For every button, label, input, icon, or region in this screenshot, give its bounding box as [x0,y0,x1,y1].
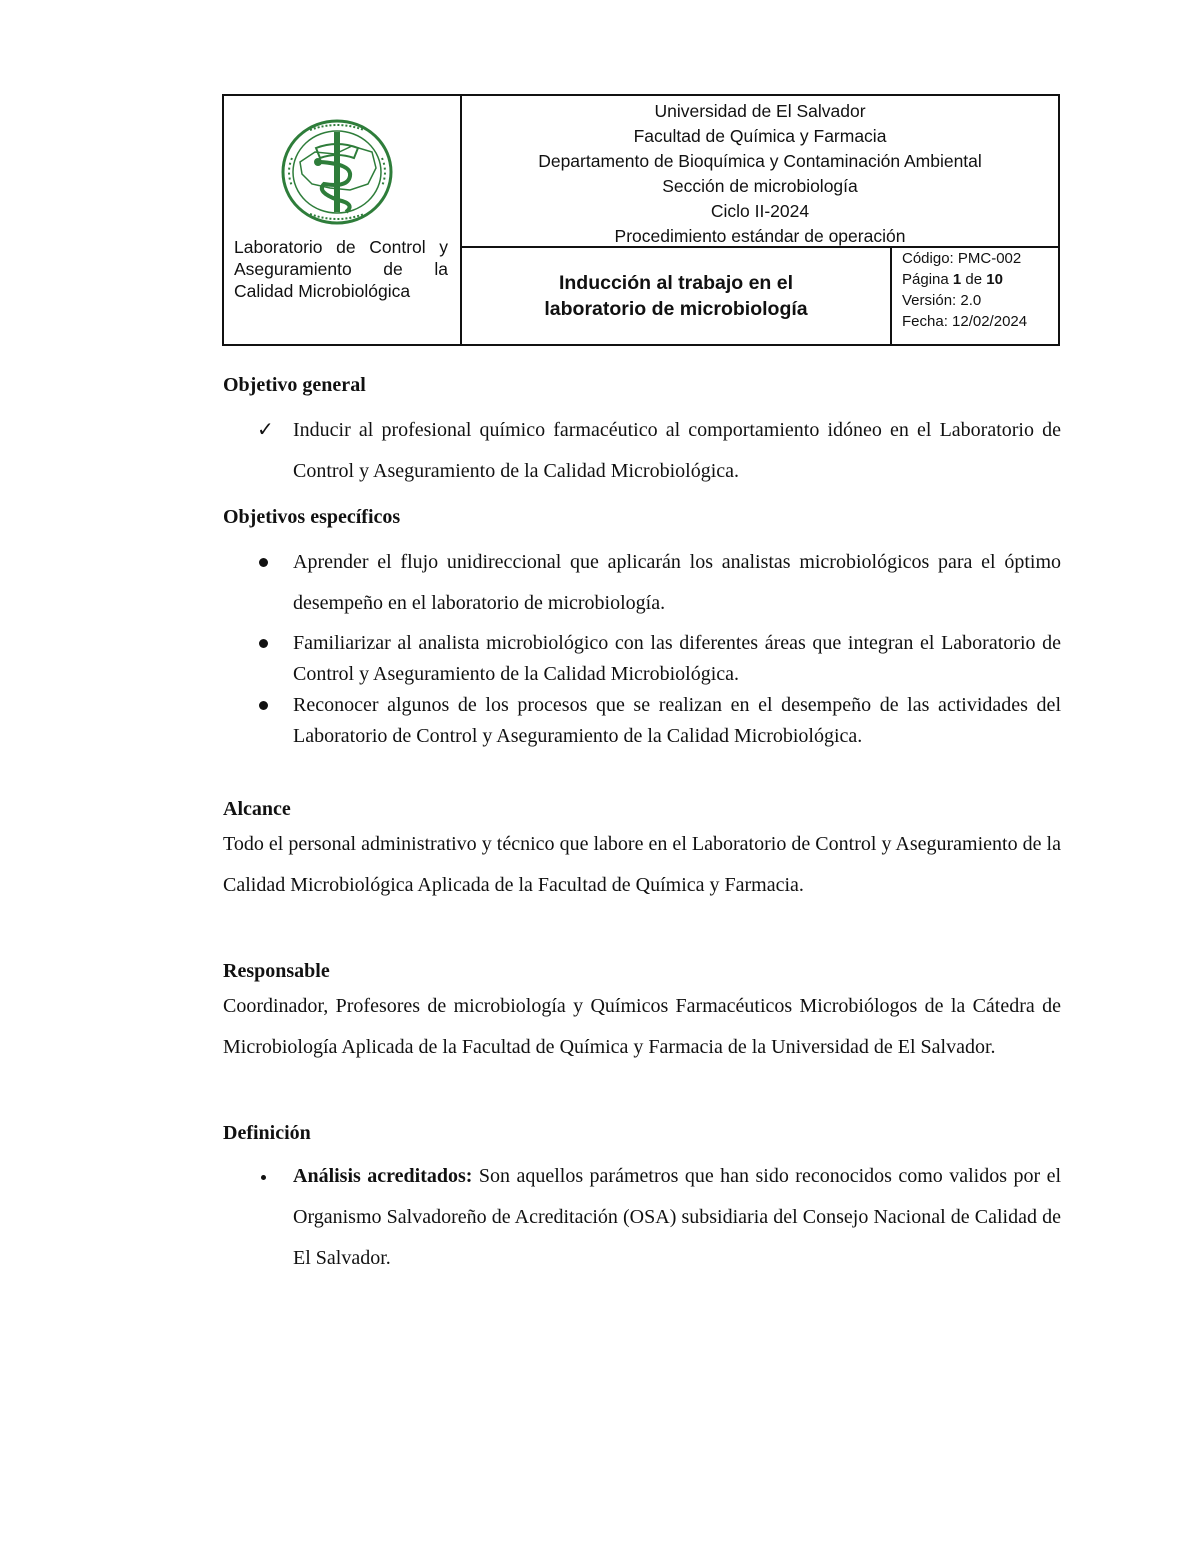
specific-objectives-list [223,542,1061,752]
section-heading-general-objective: Objetivo general [223,374,366,396]
checkmark-icon: ✓ [257,419,274,441]
document-title [462,248,892,344]
document-meta [902,248,1058,332]
institution-line: Departamento de Bioquímica y Contaminación Ambiental [538,151,982,171]
institution-line: Ciclo II-2024 [710,201,810,221]
general-objective-list [223,410,1061,492]
definition-text: Son aquellos parámetros que han sido reconocidos como validos por el Organismo Salvadoreño de Acreditación (OSA) subsidiaria del Consejo Nacional de Calidad de El Salvador. [293,1165,1061,1269]
responsible-text: Coordinador, Profesores de microbiología y Químicos Farmacéuticos Microbiólogos de la Cátedra de Microbiología Aplicada de la Facultad de Química y Farmacia de la Universidad de El Salvador. [223,995,1061,1058]
scope-text: Todo el personal administrativo y técnico que labore en el Laboratorio de Control y Aseguramiento de la Calidad Microbiológica Aplicada de la Facultad de Química y Farmacia. [223,833,1061,896]
section-heading-specific-objectives: Objetivos específicos [223,506,401,528]
institution-line: Sección de microbiología [662,176,858,196]
section-heading-definition: Definición [223,1122,311,1144]
header-right-cell [462,96,1058,344]
header-table [222,94,1060,346]
list-item: ✓ Inducir al profesional químico farmacéutico al comportamiento idóneo en el Laboratorio de Control y Aseguramiento de la Calidad Microbiológica. [223,410,1061,492]
bullet-icon [259,558,268,567]
document-version: Versión: 2.0 [902,292,982,309]
list-item: Aprender el flujo unidireccional que aplicarán los analistas microbiológicos para el óptimo desempeño en el laboratorio de microbiología. [223,542,1061,624]
section-heading-scope: Alcance [223,798,291,820]
document-date: Fecha: 12/02/2024 [902,313,1028,330]
institution-line: Universidad de El Salvador [654,101,866,121]
section-heading-responsible: Responsable [223,960,330,982]
bullet-icon [259,701,268,710]
bullet-icon [261,1175,266,1180]
institution-line: Procedimiento estándar de operación [614,226,906,246]
document-code: Código: PMC-002 [902,250,1022,267]
bullet-icon [259,639,268,648]
institution-line: Facultad de Química y Farmacia [633,126,887,146]
document-title-line: laboratorio de microbiología [544,298,808,320]
definition-list [223,1156,1061,1279]
document-title-line: Inducción al trabajo en el [558,272,794,294]
university-seal-logo [280,118,394,226]
list-item: Reconocer algunos de los procesos que se realizan en el desempeño de las actividades del Laboratorio de Control y Aseguramiento de la Calidad Microbiológica. [223,690,1061,752]
list-item: Familiarizar al analista microbiológico con las diferentes áreas que integran el Laboratorio de Control y Aseguramiento de la Calidad Microbiológica. [223,628,1061,690]
institution-block [462,99,1058,249]
header-left-cell [224,96,462,344]
document-page-number: Página 1 de 10 [902,271,1003,288]
definition-term: Análisis acreditados: [293,1165,473,1187]
document-body [223,372,1061,1279]
lab-name: Laboratorio de Control y Aseguramiento de la Calidad Microbiológica [234,237,448,301]
list-item [223,1156,1061,1279]
